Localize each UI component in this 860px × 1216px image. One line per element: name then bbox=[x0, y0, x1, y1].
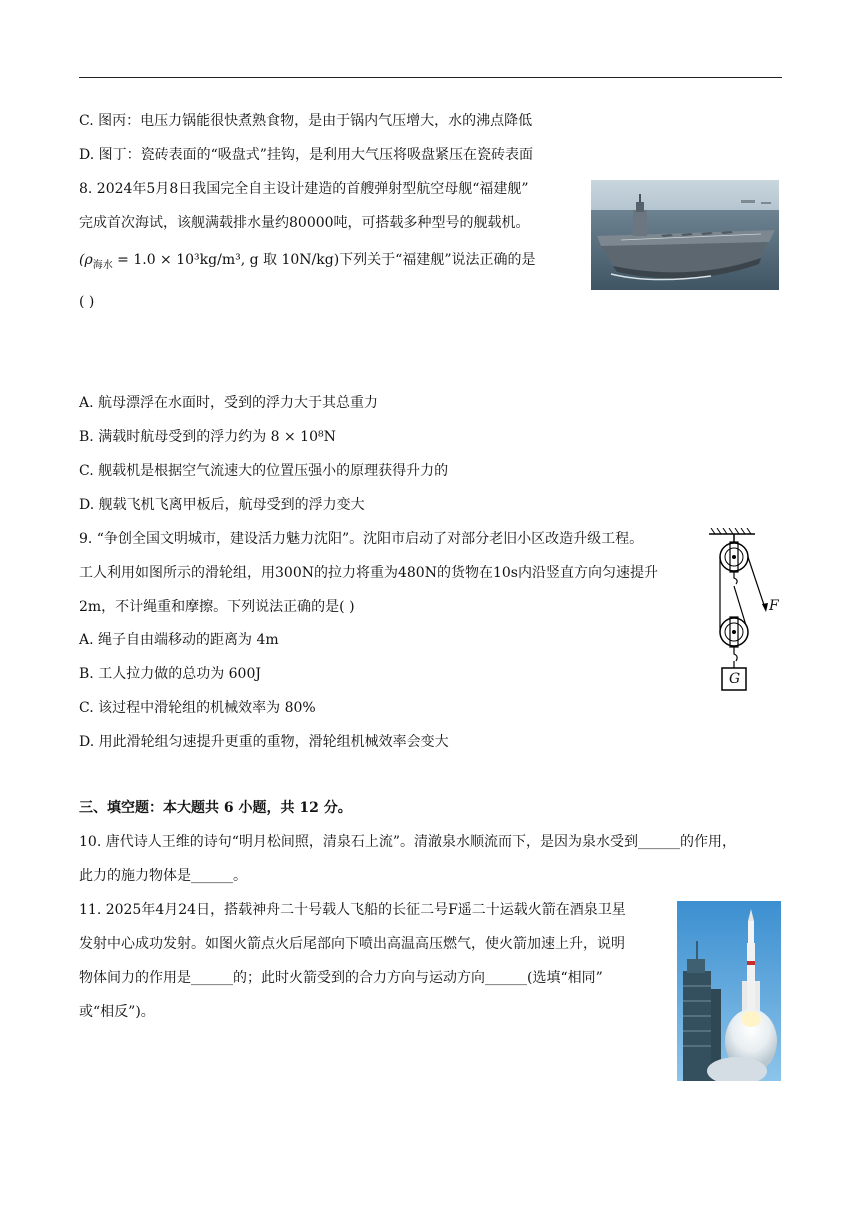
rho-subscript: 海水 bbox=[92, 259, 113, 271]
q9-option-a: A. 绳子自由端移动的距离为 4m bbox=[79, 632, 279, 648]
q8-stem-line2: 完成首次海试，该舰满载排水量约80000吨，可搭载多种型号的舰载机。 bbox=[79, 215, 530, 231]
q9-option-b: B. 工人拉力做的总功为 600J bbox=[79, 666, 261, 682]
q7-option-c: C. 图丙：电压力锅能很快煮熟食物，是由于锅内气压增大，水的沸点降低 bbox=[79, 113, 533, 129]
q8-option-c: C. 舰载机是根据空气流速大的位置压强小的原理获得升力的 bbox=[79, 463, 449, 479]
force-label-f: F bbox=[769, 598, 779, 614]
q9-option-c: C. 该过程中滑轮组的机械效率为 80% bbox=[79, 700, 316, 716]
rocket-launch-photo bbox=[677, 901, 781, 1081]
q11-line1: 11. 2025年4月24日，搭载神舟二十号载人飞船的长征二号F遥二十运载火箭在酒泉卫星 bbox=[79, 902, 626, 918]
q9-stem-line2: 工人利用如图所示的滑轮组，用300N的拉力将重为480N的货物在10s内沿竖直方向匀速提升 bbox=[79, 565, 658, 581]
q8-option-d: D. 舰载飞机飞离甲板后，航母受到的浮力变大 bbox=[79, 497, 365, 513]
q10-line1: 10. 唐代诗人王维的诗句“明月松间照，清泉石上流”。清澈泉水顺流而下，是因为泉水受到______的作用， bbox=[79, 834, 737, 850]
q8-option-a: A. 航母漂浮在水面时，受到的浮力大于其总重力 bbox=[79, 395, 379, 411]
section-3-heading: 三、填空题：本大题共 6 小题，共 12 分。 bbox=[79, 800, 352, 816]
q9-option-d: D. 用此滑轮组匀速提升更重的重物，滑轮组机械效率会变大 bbox=[79, 734, 449, 750]
q10-line2: 此力的施力物体是______。 bbox=[79, 868, 247, 884]
load-label-g: G bbox=[729, 671, 741, 687]
q8-stem-line3 bbox=[79, 250, 535, 276]
q9-stem-line1: 9. “争创全国文明城市，建设活力魅力沈阳”。沈阳市启动了对部分老旧小区改造升级工程。 bbox=[79, 531, 644, 547]
q8-answer-paren: ( ) bbox=[79, 294, 95, 310]
q8-stem-line1: 8. 2024年5月8日我国完全自主设计建造的首艘弹射型航空母舰“福建舰” bbox=[79, 181, 529, 197]
q8-option-b: B. 满载时航母受到的浮力约为 8 × 10⁸N bbox=[79, 429, 336, 445]
rho-symbol: (ρ bbox=[79, 252, 93, 268]
q7-option-d: D. 图丁：瓷砖表面的“吸盘式”挂钩，是利用大气压将吸盘紧压在瓷砖表面 bbox=[79, 147, 533, 163]
aircraft-carrier-photo bbox=[591, 180, 779, 290]
q11-line2: 发射中心成功发射。如图火箭点火后尾部向下喷出高温高压燃气，使火箭加速上升，说明 bbox=[79, 936, 625, 952]
pulley-system-diagram bbox=[703, 528, 783, 693]
q8-constants: = 1.0 × 10³kg/m³, g 取 10N/kg)下列关于“福建舰”说法正确的是 bbox=[112, 252, 536, 268]
q11-line3: 物体间力的作用是______的；此时火箭受到的合力方向与运动方向______(选填“相同” bbox=[79, 970, 603, 986]
q9-stem-line3: 2m，不计绳重和摩擦。下列说法正确的是( ) bbox=[79, 599, 355, 615]
header-rule bbox=[79, 77, 782, 78]
q11-line4: 或“相反”)。 bbox=[79, 1004, 155, 1020]
